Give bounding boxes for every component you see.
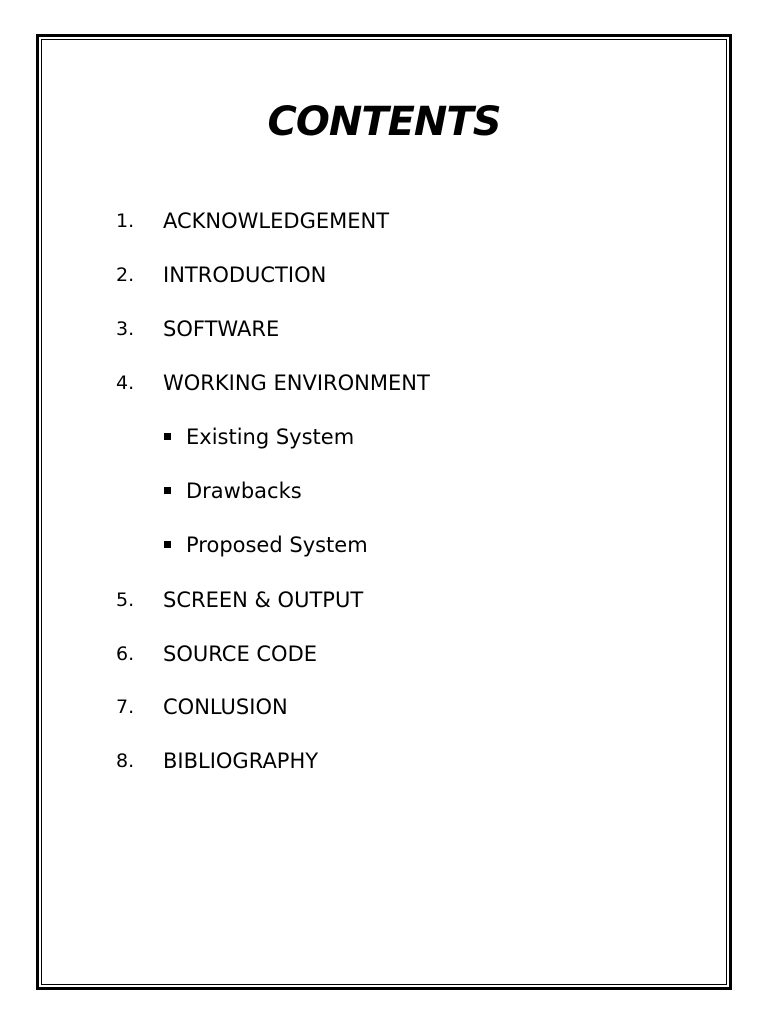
page-border-inner: [41, 39, 727, 985]
toc-item-number: 4.: [116, 372, 135, 394]
toc-subitem-label: Existing System: [186, 425, 355, 449]
toc-item-label: WORKING ENVIRONMENT: [163, 371, 430, 395]
toc-item-number: 8.: [116, 750, 135, 772]
toc-item-label: BIBLIOGRAPHY: [163, 749, 319, 773]
toc-subitem-label: Proposed System: [186, 533, 368, 557]
toc-subitem-label: Drawbacks: [186, 479, 302, 503]
toc-item-label: SOFTWARE: [163, 317, 280, 341]
toc-item-number: 2.: [116, 264, 135, 286]
toc-item-number: 5.: [116, 589, 135, 611]
toc-item-number: 7.: [116, 696, 135, 718]
square-bullet-icon: [164, 433, 171, 440]
toc-item-label: ACKNOWLEDGEMENT: [163, 209, 390, 233]
toc-item-label: SOURCE CODE: [163, 642, 318, 666]
toc-item-label: SCREEN & OUTPUT: [163, 588, 364, 612]
toc-item-label: INTRODUCTION: [163, 263, 327, 287]
square-bullet-icon: [164, 541, 171, 548]
toc-item-number: 3.: [116, 318, 135, 340]
square-bullet-icon: [164, 487, 171, 494]
toc-item-number: 6.: [116, 643, 135, 665]
toc-item-label: CONLUSION: [163, 695, 288, 719]
toc-item-number: 1.: [116, 210, 135, 232]
page-title: CONTENTS: [267, 99, 501, 145]
